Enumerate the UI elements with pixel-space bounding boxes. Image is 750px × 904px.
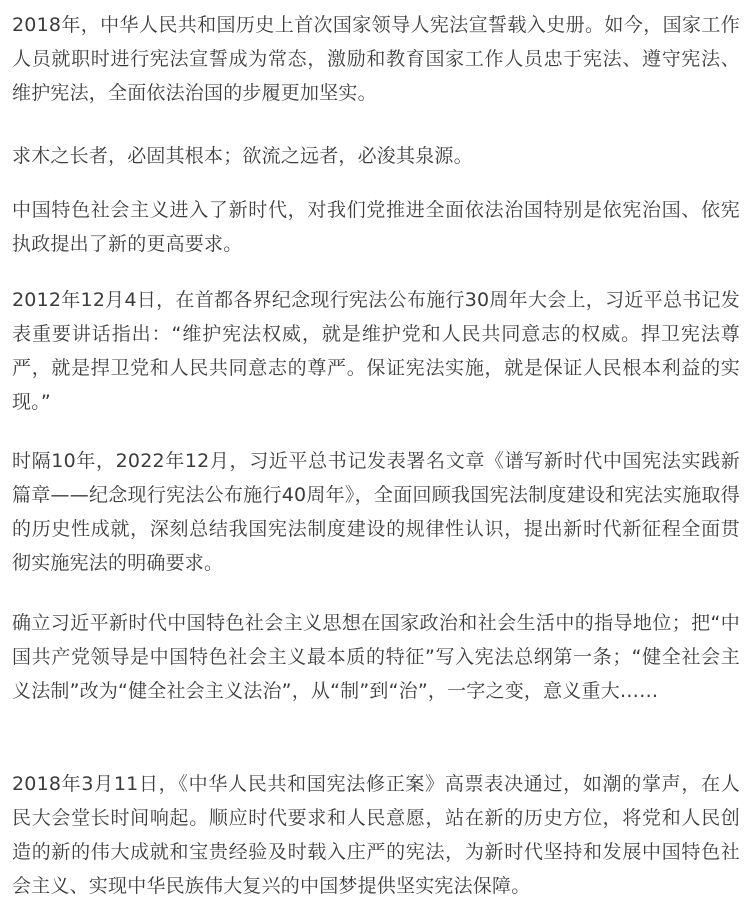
paragraph: 确立习近平新时代中国特色社会主义思想在国家政治和社会生活中的指导地位；把“中国共产党领导是中国特色社会主义最本质的特征”写入宪法总纲第一条；“健全社会主义法制”改为“健全社会主义法治”，从“制”到“治”，一字之变，意义重大…… [12, 612, 740, 702]
paragraph: 求木之长者，必固其根本；欲流之远者，必浚其泉源。 [12, 145, 473, 167]
paragraph: 2012年12月4日，在首都各界纪念现行宪法公布施行30周年大会上，习近平总书记发表重要讲话指出：“维护宪法权威，就是维护党和人民共同意志的权威。捍卫宪法尊严，就是捍卫党和人民共同意志的尊严。保证宪法实施，就是保证人民根本利益的实现。” [12, 289, 740, 413]
paragraph: 中国特色社会主义进入了新时代，对我们党推进全面依法治国特别是依宪治国、依宪执政提出了新的更高要求。 [12, 199, 740, 255]
paragraph: 时隔10年，2022年12月，习近平总书记发表署名文章《谱写新时代中国宪法实践新篇章——纪念现行宪法公布施行40周年》，全面回顾我国宪法制度建设和宪法实施取得的历史性成就，深刻总结我国宪法制度建设的规律性认识，提出新时代新征程全面贯彻实施宪法的明确要求。 [12, 450, 740, 574]
paragraph: 2018年，中华人民共和国历史上首次国家领导人宪法宣誓载入史册。如今，国家工作人员就职时进行宪法宣誓成为常态，激励和教育国家工作人员忠于宪法、遵守宪法、维护宪法，全面依法治国的步履更加坚实。 [12, 14, 740, 104]
paragraph: 2018年3月11日，《中华人民共和国宪法修正案》高票表决通过，如潮的掌声，在人民大会堂长时间响起。顺应时代要求和人民意愿，站在新的历史方位，将党和人民创造的新的伟大成就和宝贵经验及时载入庄严的宪法，为新时代坚持和发展中国特色社会主义、实现中华民族伟大复兴的中国梦提供坚实宪法保障。 [12, 773, 740, 897]
